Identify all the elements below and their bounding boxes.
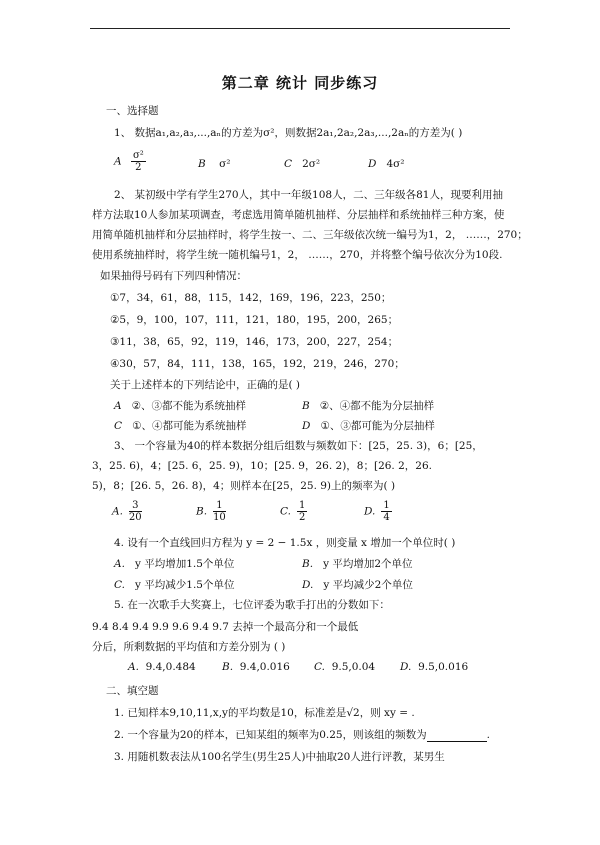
q2-option-d: D ①、③都可能为分层抽样 — [302, 420, 435, 432]
section-heading-fill: 二、填空题 — [106, 685, 159, 697]
q5-scores: 9.4 8.4 9.4 9.9 9.6 9.4 9.7 去掉一个最高分和一个最低 — [92, 621, 359, 633]
q5-option-a: A. 9.4,0.484 — [128, 661, 196, 673]
question-5: 5. 在一次歌手大奖赛上，七位评委为歌手打出的分数如下： — [114, 599, 390, 611]
q4-option-d: D. y 平均减少2个单位 — [302, 579, 413, 591]
q2-option-a: A ②、③都不能为系统抽样 — [114, 400, 247, 412]
answer-blank[interactable] — [427, 731, 487, 742]
q5-option-d: D. 9.5,0.016 — [400, 661, 469, 673]
q4-option-b: B. y 平均增加2个单位 — [302, 558, 413, 570]
fill-question-2: 2. 一个容量为20的样本，已知某组的频率为0.25，则该组的频数为 . — [114, 729, 490, 741]
q5-line-2: 分后，所剩数据的平均值和方差分别为 ( ) — [92, 641, 286, 653]
q2-line-3: 用简单随机抽样和分层抽样时，将学生按一、二、三年级依次统一编号为1，2， ……，270； — [92, 229, 528, 241]
q2-option-b: B ②、④都不能为分层抽样 — [302, 400, 435, 412]
fill-question-3: 3. 用随机数表法从100名学生(男生25人)中抽取20人进行评教，某男生 — [114, 751, 445, 763]
top-rule — [90, 28, 510, 29]
q2-case-3: ③11，38，65，92，119，146，173，200，227，254； — [110, 336, 399, 348]
q2-line-1: 2、 某初级中学有学生270人，其中一年级108人，二、三年级各81人，现要利用抽 — [114, 189, 503, 201]
q1-option-c: C 2σ² — [284, 158, 321, 170]
q4-option-c: C. y 平均减少1.5个单位 — [114, 579, 235, 591]
q3-line-1: 3、 一个容量为40的样本数据分组后组数与频数如下：[25，25. 3)，6；[25， — [114, 440, 483, 452]
q2-line-5: 如果抽得号码有下列四种情况： — [100, 270, 247, 282]
q3-option-b: B. $\frac{1}{10}$ — [196, 500, 226, 523]
fill-question-1: 1. 已知样本9,10,11,x,y的平均数是10，标准差是√2，则 xy = . — [114, 707, 415, 719]
section-heading-choice: 一、选择题 — [106, 105, 159, 117]
q2-line-2: 样方法取10人参加某项调查，考虑选用简单随机抽样、分层抽样和系统抽样三种方案，使 — [92, 209, 505, 221]
q3-option-d: D. $\frac{1}{4}$ — [364, 500, 390, 523]
q3-line-2: 3，25. 6)，4；[25. 6，25. 9)，10；[25. 9，26. 2)，8；[26. 2，26. — [92, 460, 432, 472]
q2-line-4: 使用系统抽样时，将学生统一随机编号1，2， ……，270，并将整个编号依次分为10段. — [92, 249, 503, 261]
question-1: 1、 数据a₁,a₂,a₃,...,aₙ的方差为σ²，则数据2a₁,2a₂,2a₃,...,2aₙ的方差为( ) — [114, 127, 463, 139]
q2-option-c: C ①、④都可能为系统抽样 — [114, 420, 247, 432]
q2-case-4: ④30，57，84，111，138，165，192，219，246，270； — [110, 358, 405, 370]
q1-option-a: A $\frac{\text{σ²}}{2}$ — [114, 150, 144, 173]
q5-option-b: B. 9.4,0.016 — [222, 661, 290, 673]
q2-case-1: ①7，34，61，88，115，142，169，196，223，250； — [110, 292, 392, 304]
q3-option-c: C. $\frac{1}{2}$ — [280, 500, 306, 523]
q1-option-d: D 4σ² — [368, 158, 405, 170]
q4-option-a: A. y 平均增加1.5个单位 — [114, 558, 235, 570]
q1-option-b: B σ² — [198, 158, 231, 170]
q3-line-3: 5)，8；[26. 5，26. 8)，4；则样本在[25，25. 9)上的频率为( ) — [92, 480, 396, 492]
q3-option-a: A. $\frac{3}{20}$ — [112, 500, 142, 523]
q5-option-c: C. 9.5,0.04 — [314, 661, 376, 673]
page-title: 第二章 统计 同步练习 — [221, 74, 379, 92]
q2-case-2: ②5，9，100，107，111，121，180，195，200，265； — [110, 314, 399, 326]
question-4: 4. 设有一个直线回归方程为 y = 2 − 1.5x ，则变量 x 增加一个单位时( ) — [114, 537, 456, 549]
q2-line-conclusion: 关于上述样本的下列结论中，正确的是( ) — [110, 379, 301, 391]
